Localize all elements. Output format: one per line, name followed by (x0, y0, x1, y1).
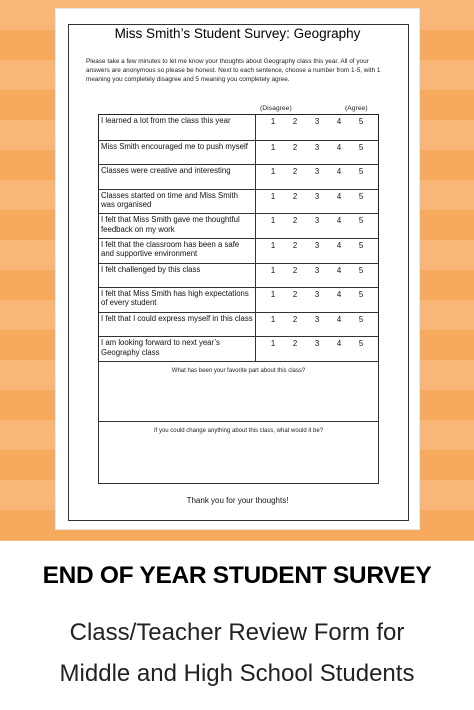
rating-option: 1 (270, 240, 276, 250)
statement-cell: I felt that Miss Smith gave me thoughtful feedback on my work (99, 214, 256, 238)
rating-option: 1 (270, 167, 276, 177)
open-question-change-label: If you could change anything about this class, what would it be? (153, 428, 324, 434)
rating-option: 2 (292, 191, 298, 201)
rating-option: 5 (358, 240, 364, 250)
statement-cell: I learned a lot from the class this year (99, 115, 256, 140)
table-row (99, 336, 378, 361)
survey-title: Miss Smith’s Student Survey: Geography (114, 26, 361, 41)
rating-option: 3 (314, 290, 320, 300)
survey-intro: Please take a few minutes to let me know your thoughts about Geography class this year. All of your answers are anonymous so please be honest. Next to each sentence, choose a number from 1-5, with 1 meaning you completely disagree and 5 meaning you completely agree. (86, 58, 381, 83)
survey-sheet (55, 8, 420, 530)
rating-option: 3 (314, 142, 320, 152)
rating-option: 2 (292, 216, 298, 226)
rating-scale (256, 115, 378, 140)
rating-scale (256, 337, 378, 361)
rating-option: 4 (336, 290, 342, 300)
rating-option: 3 (314, 167, 320, 177)
statement-cell: Classes started on time and Miss Smith was organised (99, 190, 256, 214)
rating-scale (256, 264, 378, 288)
rating-option: 4 (336, 167, 342, 177)
table-row (99, 140, 378, 165)
rating-option: 5 (358, 216, 364, 226)
rating-option: 2 (292, 240, 298, 250)
rating-option: 3 (314, 117, 320, 126)
rating-scale (256, 288, 378, 312)
statement-cell: I felt that the classroom has been a safe and supportive environment (99, 239, 256, 263)
rating-option: 1 (270, 216, 276, 226)
rating-option: 5 (358, 142, 364, 152)
rating-option: 5 (358, 265, 364, 275)
caption-subtitle-line-1: Class/Teacher Review Form for (69, 619, 405, 646)
rating-scale (256, 190, 378, 214)
rating-option: 2 (292, 290, 298, 300)
rating-option: 5 (358, 314, 364, 324)
rating-scale (256, 313, 378, 337)
caption-title: END OF YEAR STUDENT SURVEY (42, 562, 432, 589)
open-question-change (98, 422, 379, 484)
caption-subtitle (0, 612, 474, 694)
rating-option: 5 (358, 191, 364, 201)
rating-option: 2 (292, 142, 298, 152)
rating-option: 1 (270, 265, 276, 275)
table-row (99, 312, 378, 337)
rating-scale (256, 141, 378, 165)
scale-high-label: (Agree) (345, 105, 368, 112)
table-row (99, 287, 378, 312)
ratings-table (98, 114, 379, 362)
open-question-favorite (98, 361, 379, 422)
rating-option: 3 (314, 191, 320, 201)
rating-scale (256, 165, 378, 189)
table-row (99, 213, 378, 238)
rating-option: 3 (314, 216, 320, 226)
statement-cell: Miss Smith encouraged me to push myself (99, 141, 256, 165)
rating-option: 5 (358, 290, 364, 300)
rating-option: 4 (336, 265, 342, 275)
rating-option: 2 (292, 117, 298, 126)
rating-option: 4 (336, 191, 342, 201)
rating-option: 1 (270, 314, 276, 324)
statement-cell: I felt that Miss Smith has high expectations of every student (99, 288, 256, 312)
rating-option: 5 (358, 339, 364, 349)
scale-low-label: (Disagree) (260, 105, 292, 112)
rating-option: 1 (270, 339, 276, 349)
caption-subtitle-line-2: Middle and High School Students (59, 660, 415, 687)
rating-option: 4 (336, 117, 342, 126)
rating-option: 2 (292, 314, 298, 324)
rating-option: 4 (336, 314, 342, 324)
rating-option: 3 (314, 339, 320, 349)
rating-scale (256, 239, 378, 263)
table-row (99, 189, 378, 214)
rating-option: 1 (270, 117, 276, 126)
rating-option: 5 (358, 167, 364, 177)
rating-option: 2 (292, 265, 298, 275)
table-row (99, 238, 378, 263)
rating-option: 4 (336, 216, 342, 226)
rating-option: 1 (270, 191, 276, 201)
statement-cell: I felt that I could express myself in this class (99, 313, 256, 337)
rating-option: 3 (314, 265, 320, 275)
statement-cell: I am looking forward to next year’s Geography class (99, 337, 256, 361)
rating-scale (256, 214, 378, 238)
rating-option: 1 (270, 290, 276, 300)
rating-option: 4 (336, 240, 342, 250)
rating-option: 5 (358, 117, 364, 126)
rating-option: 4 (336, 339, 342, 349)
table-row (99, 263, 378, 288)
rating-option: 2 (292, 167, 298, 177)
table-row (99, 164, 378, 189)
table-row (99, 115, 378, 140)
statement-cell: Classes were creative and interesting (99, 165, 256, 189)
rating-option: 1 (270, 142, 276, 152)
rating-option: 3 (314, 240, 320, 250)
rating-option: 3 (314, 314, 320, 324)
open-question-favorite-label: What has been your favorite part about this class? (171, 368, 306, 374)
thanks-note: Thank you for your thoughts! (186, 496, 289, 505)
rating-option: 4 (336, 142, 342, 152)
statement-cell: I felt challenged by this class (99, 264, 256, 288)
rating-option: 2 (292, 339, 298, 349)
